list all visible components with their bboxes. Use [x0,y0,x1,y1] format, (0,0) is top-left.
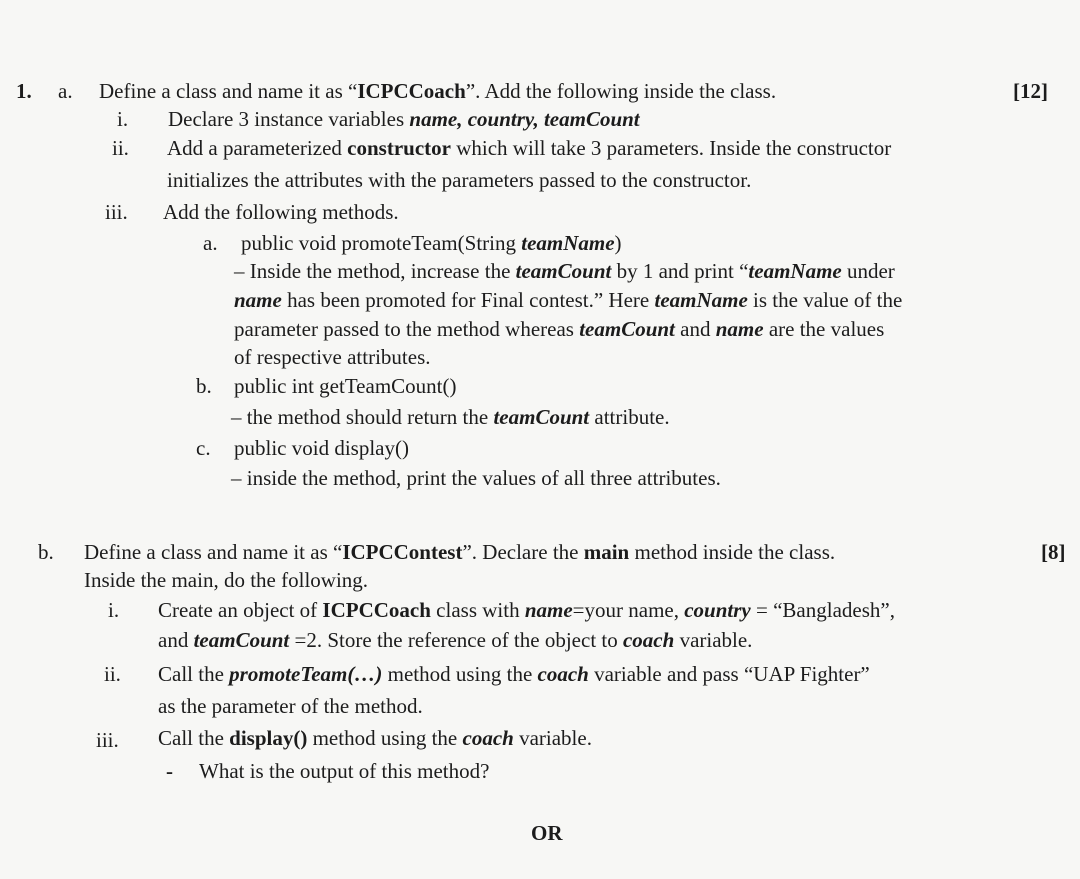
part-b-label: b. [38,540,54,564]
method-a-label: a. [203,231,218,255]
item-i-text: Declare 3 instance variables name, country, teamCount [168,107,640,131]
method-a-desc-line2: name has been promoted for Final contest.” Here teamName is the value of the [234,288,903,312]
part-b-item-ii-line1: Call the promoteTeam(…) method using the coach variable and pass “UAP Fighter” [158,662,870,686]
item-ii-line2: initializes the attributes with the parameters passed to the constructor. [167,168,752,192]
part-b-item-iii-line1: Call the display() method using the coach variable. [158,726,592,750]
method-b-desc: – the method should return the teamCount attribute. [231,405,670,429]
method-a-desc-line1: – Inside the method, increase the teamCount by 1 and print “teamName under [234,259,895,283]
method-a-desc-line4: of respective attributes. [234,345,431,369]
item-iii-text: Add the following methods. [163,200,399,224]
method-a-desc-line3: parameter passed to the method whereas teamCount and name are the values [234,317,885,341]
part-b-item-i-line1: Create an object of ICPCCoach class with name=your name, country = “Bangladesh”, [158,598,895,622]
part-b-item-ii-line2: as the parameter of the method. [158,694,423,718]
part-b-item-i-line2: and teamCount =2. Store the reference of the object to coach variable. [158,628,753,652]
item-ii-line1: Add a parameterized constructor which will take 3 parameters. Inside the constructor [167,136,892,160]
part-b-marks: [8] [1041,540,1066,564]
part-b-line2: Inside the main, do the following. [84,568,369,592]
part-b-item-iii-label: iii. [96,728,119,752]
part-a-intro: Define a class and name it as “ICPCCoach”. Add the following inside the class. [99,79,777,103]
question-number: 1. [16,79,32,103]
output-question-bullet: - [166,759,173,783]
part-a-label: a. [58,79,73,103]
method-c-signature: public void display() [234,436,409,460]
part-a-marks: [12] [1013,79,1048,103]
method-a-signature: public void promoteTeam(String teamName) [241,231,622,255]
part-b-line1: Define a class and name it as “ICPCContest”. Declare the main method inside the class. [84,540,836,564]
method-b-label: b. [196,374,212,398]
item-iii-label: iii. [105,200,128,224]
part-b-item-i-label: i. [108,598,120,622]
method-c-label: c. [196,436,211,460]
part-b-item-ii-label: ii. [104,662,121,686]
output-question-text: What is the output of this method? [199,759,490,783]
item-ii-label: ii. [112,136,129,160]
method-b-signature: public int getTeamCount() [234,374,457,398]
item-i-label: i. [117,107,129,131]
method-c-desc: – inside the method, print the values of all three attributes. [231,466,721,490]
or-separator: OR [531,821,563,845]
